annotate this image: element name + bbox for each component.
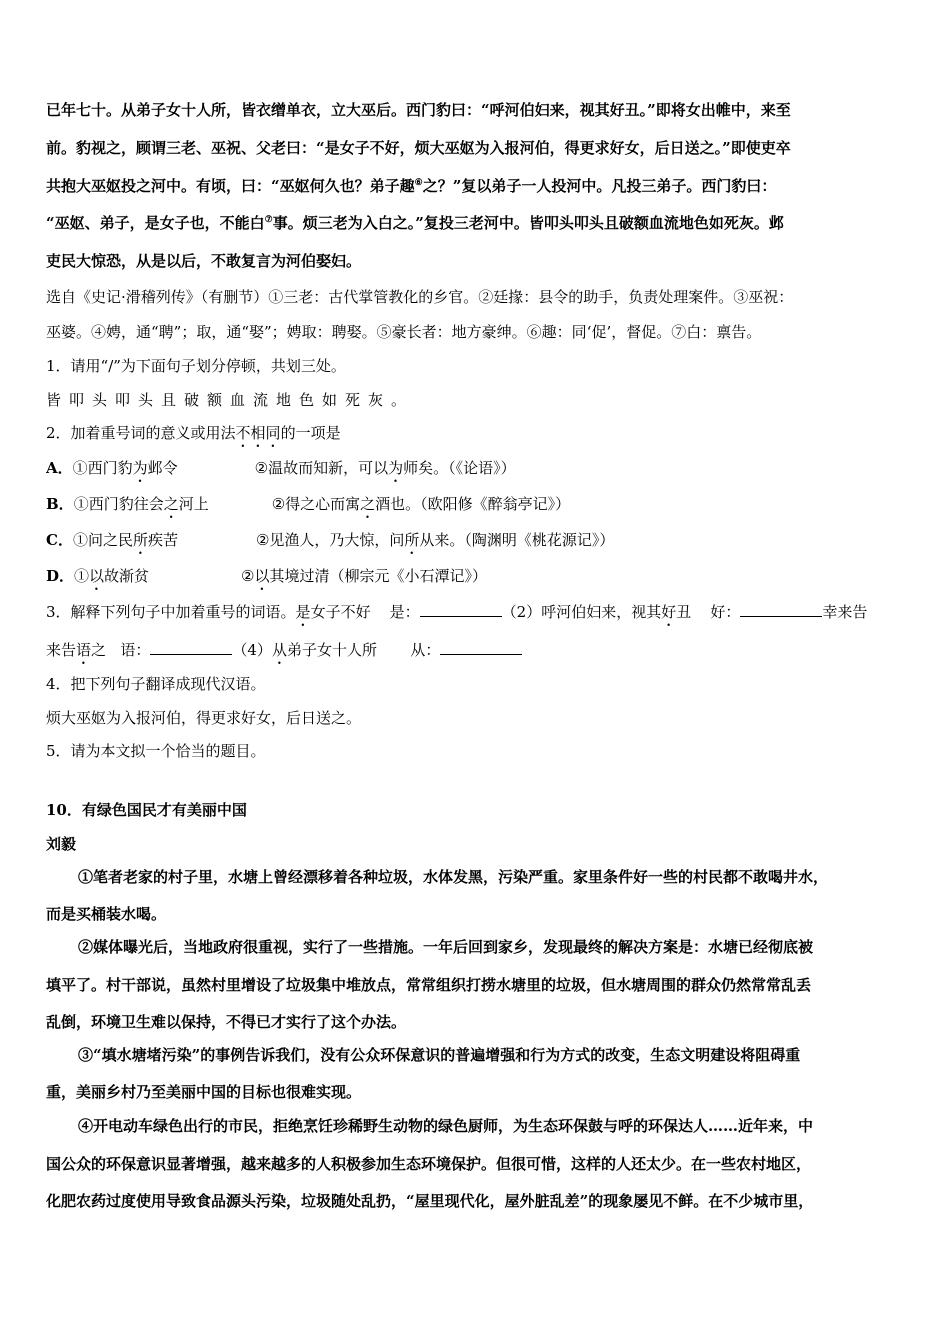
passage-line-4: “巫妪、弟子，是女子也，不能白⑦事。烦三老为入白之。”复投三老河中。皆叩头叩头且破额血流地色如死灰。邺	[46, 214, 784, 232]
question-4-stem: 4．把下列句子翻译成现代汉语。	[46, 675, 266, 693]
notes-line-1: 选自《史记·滑稽列传》（有删节）①三老：古代掌管教化的乡官。②廷掾：县令的助手，负责处理案件。③巫祝：	[46, 288, 794, 306]
question-2-stem: 2．加着重号词的意义或用法不相同的一项是	[46, 424, 341, 442]
passage-line-1: 已年七十。从弟子女十人所，皆衣缯单衣，立大巫后。西门豹曰：“呼河伯妇来，视其好丑。”即将女出帷中，来至	[46, 101, 791, 119]
article-line-8: ④开电动车绿色出行的市民，拒绝烹饪珍稀野生动物的绿色厨师，为生态环保鼓与呼的环保达人……近年来，中	[78, 1117, 814, 1135]
article-line-10: 化肥农药过度使用导致食品源头污染，垃圾随处乱扔，“屋里现代化，屋外脏乱差”的现象屡见不鲜。在不少城市里，	[46, 1192, 814, 1210]
article-line-5: 乱倒，环境卫生难以保持，不得已才实行了这个办法。	[46, 1013, 407, 1031]
article-line-9: 国公众的环保意识显著增强，越来越多的人积极参加生态环境保护。但很可惜，这样的人还太少。在一些农村地区，	[46, 1155, 812, 1173]
answer-blank[interactable]	[150, 639, 232, 655]
question-2-option-b: B．①西门豹往会之河上 ②得之心而寓之酒也。（欧阳修《醉翁亭记》）	[46, 495, 571, 513]
answer-blank[interactable]	[740, 601, 822, 617]
article-line-3: ②媒体曝光后，当地政府很重视，实行了一些措施。一年后回到家乡，发现最终的解决方案是：水塘已经彻底被	[78, 938, 814, 956]
article-line-7: 重，美丽乡村乃至美丽中国的目标也很难实现。	[46, 1083, 362, 1101]
article-line-2: 而是买桶装水喝。	[46, 905, 167, 923]
passage-line-3: 共抱大巫妪投之河中。有顷，曰：“巫妪何久也？弟子趣⑥之？”复以弟子一人投河中。凡投三弟子。西门豹曰：	[46, 177, 777, 195]
article-author: 刘毅	[46, 835, 77, 853]
answer-blank[interactable]	[420, 601, 502, 617]
footnote-marker: ⑥	[414, 178, 423, 188]
article-line-1: ①笔者老家的村子里，水塘上曾经漂移着各种垃圾，水体发黑，污染严重。家里条件好一些的村民都不敢喝井水，	[78, 868, 829, 886]
question-3-line-2: 来告语之 语： （4）从弟子女十人所 从：	[46, 639, 906, 668]
answer-blank[interactable]	[440, 639, 522, 655]
question-2-option-d: D．①以故渐贫 ②以其境过清（柳宗元《小石潭记》）	[46, 567, 487, 585]
passage-line-5: 吏民大惊恐，从是以后，不敢复言为河伯娶妇。	[46, 252, 362, 270]
question-1-sentence: 皆叩头叩头且破额血流地色如死灰。	[46, 391, 415, 409]
notes-line-2: 巫婆。④娉，通“聘”；取，通“娶”；娉取：聘娶。⑤豪长者：地方豪绅。⑥趣：同‘促’，督促。⑦白：禀告。	[46, 323, 762, 341]
question-3-line-1: 3．解释下列句子中加着重号的词语。是女子不好 是： （2）呼河伯妇来，视其好丑 好： 幸来告	[46, 603, 868, 621]
question-4-sentence: 烦大巫妪为入报河伯，得更求好女，后日送之。	[46, 709, 362, 727]
article-title: 10．有绿色国民才有美丽中国	[46, 801, 247, 819]
article-line-6: ③“填水塘堵污染”的事例告诉我们，没有公众环保意识的普遍增强和行为方式的改变，生态文明建设将阻碍重	[78, 1046, 801, 1064]
article-line-4: 填平了。村干部说，虽然村里增设了垃圾集中堆放点，常常组织打捞水塘里的垃圾，但水塘周围的群众仍然常常乱丢	[46, 976, 812, 994]
question-1-stem: 1．请用“/”为下面句子划分停顿，共划三处。	[46, 357, 346, 375]
footnote-marker: ⑦	[264, 215, 273, 225]
passage-line-2: 前。豹视之，顾谓三老、巫祝、父老曰：“是女子不好，烦大巫妪为入报河伯，得更求好女，后日送之。”即使吏卒	[46, 139, 791, 157]
question-2-option-a: A．①西门豹为邺令 ②温故而知新，可以为师矣。（《论语》）	[46, 459, 516, 477]
question-5-stem: 5．请为本文拟一个恰当的题目。	[46, 742, 266, 760]
question-2-option-c: C．①问之民所疾苦 ②见渔人，乃大惊，问所从来。（陶渊明《桃花源记》）	[46, 531, 615, 549]
